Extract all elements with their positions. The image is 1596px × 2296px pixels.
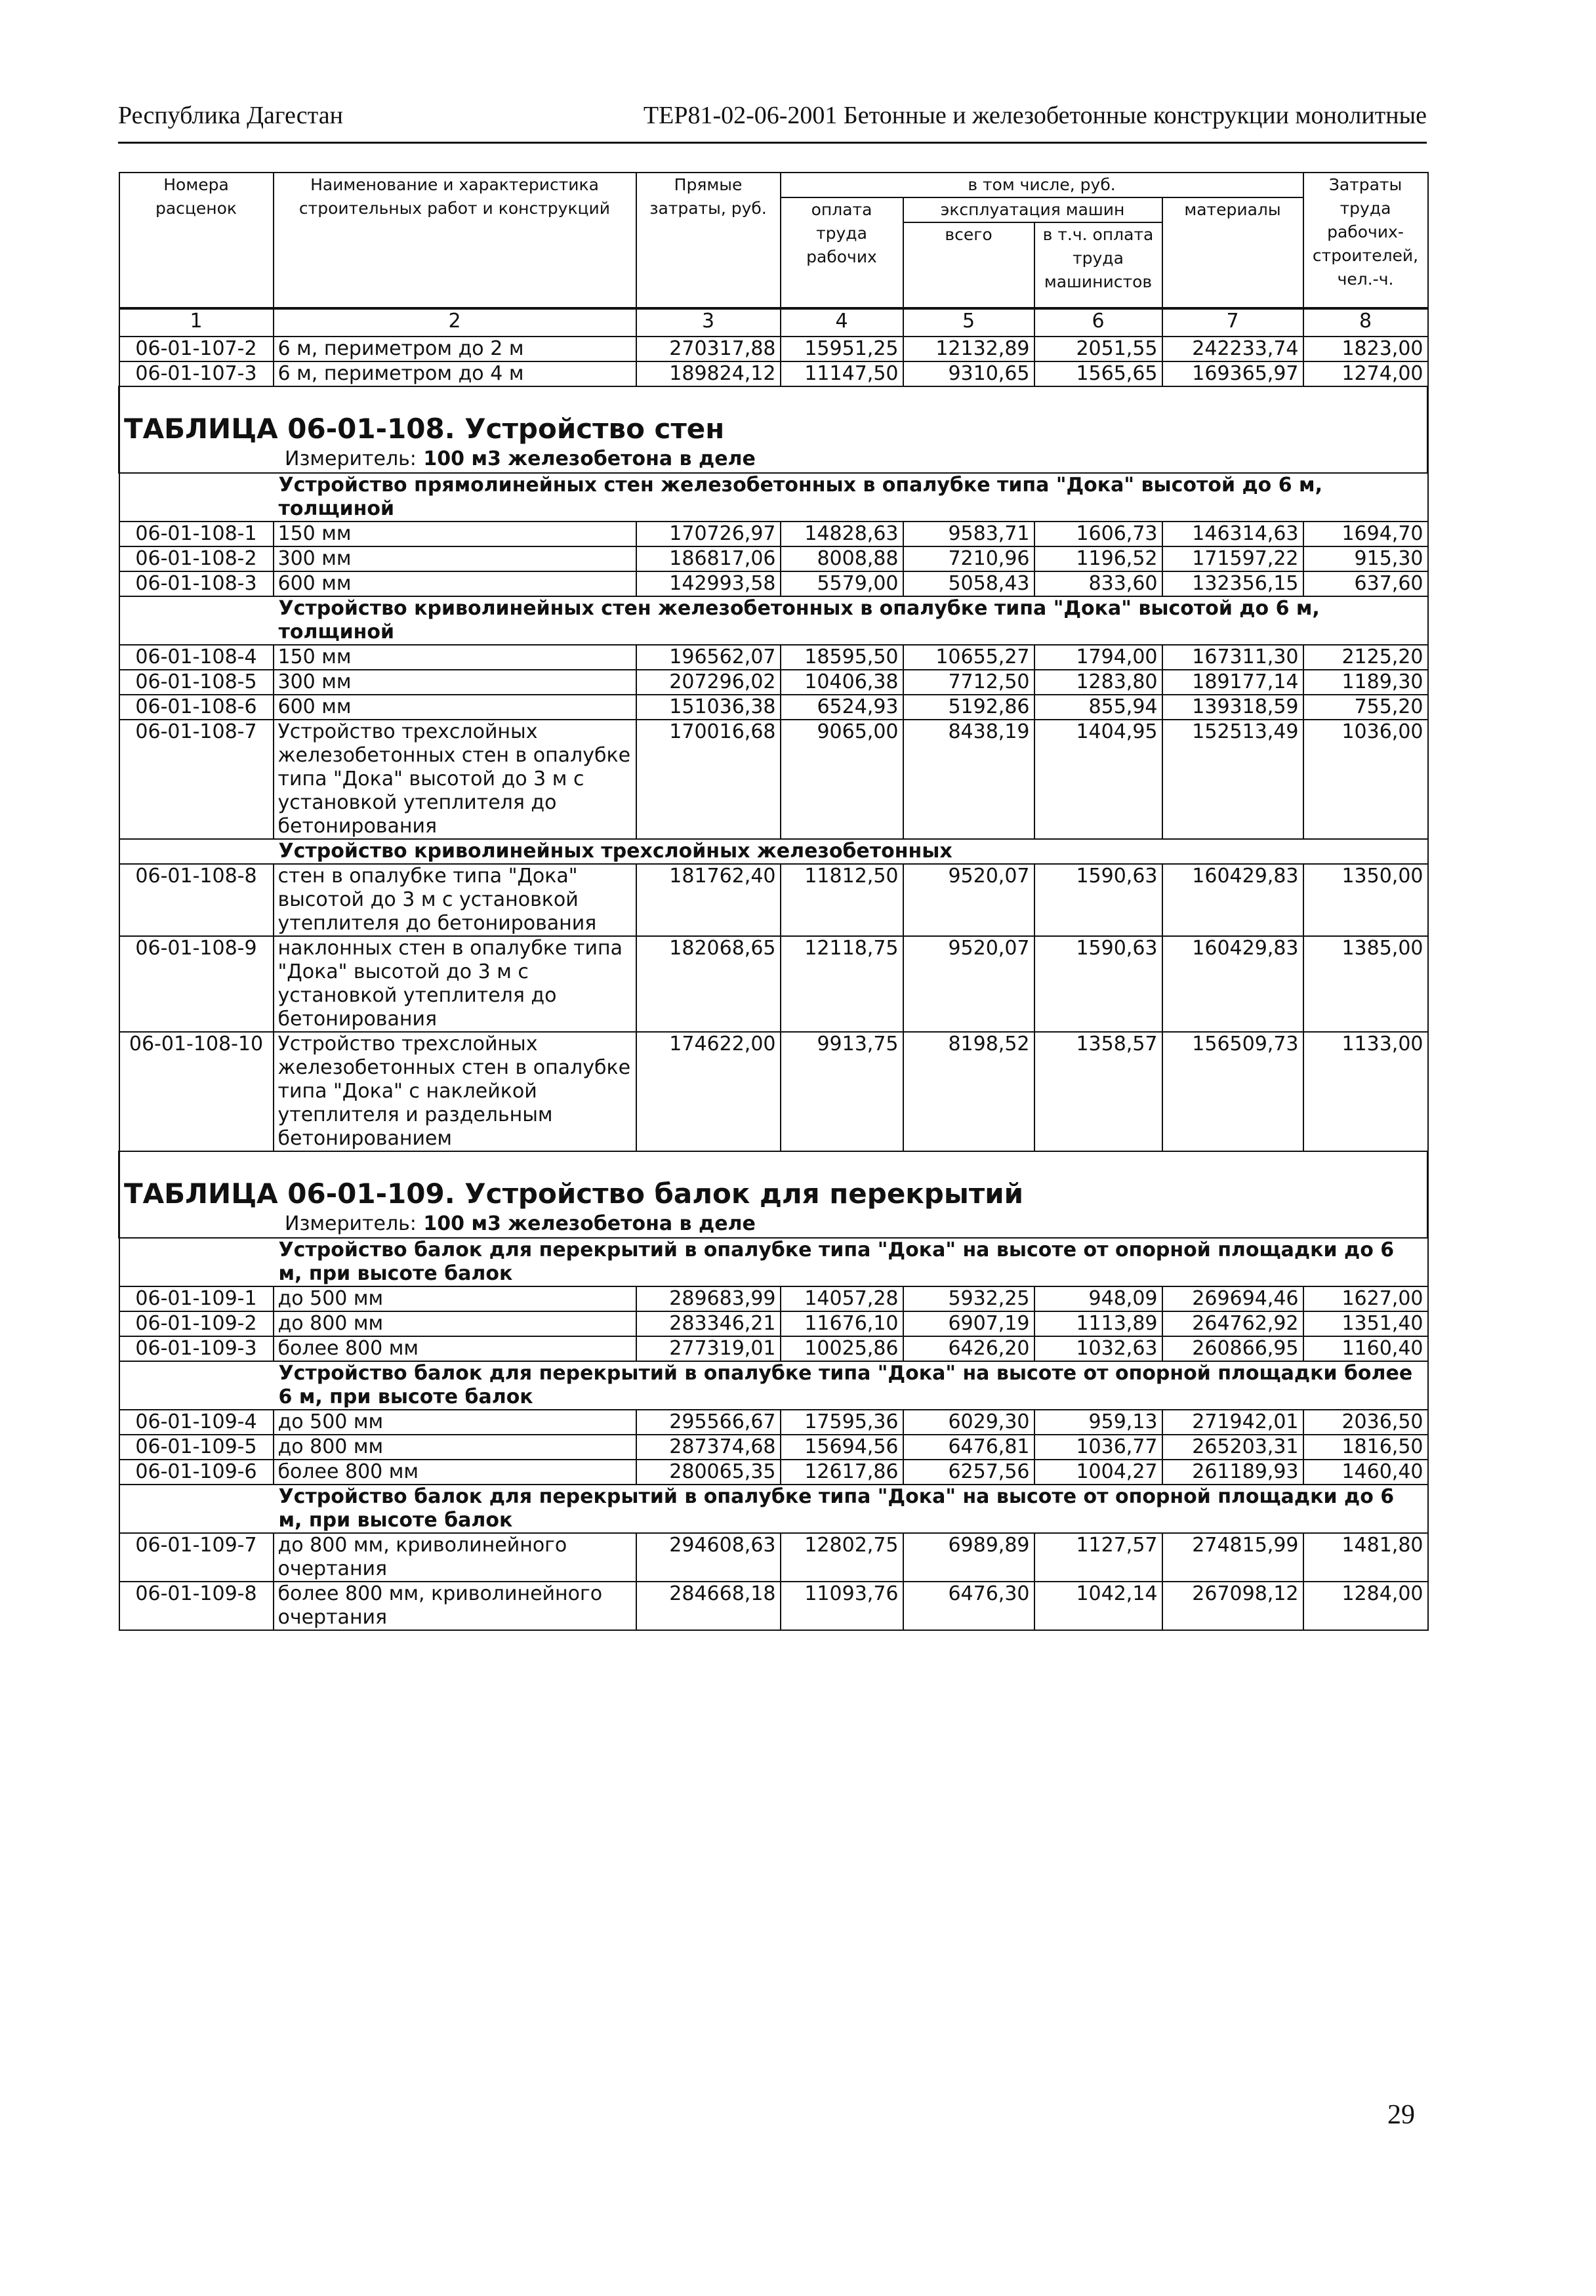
table-row	[119, 1582, 1428, 1630]
value-cell: 855,94	[1034, 695, 1162, 720]
table-row	[119, 1533, 1428, 1582]
col-header-materials: материалы	[1162, 197, 1303, 308]
table-title: ТАБЛИЦА 06-01-109. Устройство балок для перекрытий	[124, 1178, 1024, 1210]
work-description: 150 мм	[274, 522, 636, 546]
table-row	[119, 645, 1428, 670]
value-cell: 833,60	[1034, 571, 1162, 596]
value-cell: 1160,40	[1303, 1336, 1428, 1361]
table-meter	[124, 446, 1423, 472]
value-cell: 12617,86	[781, 1460, 903, 1485]
col-header-workhours: Затраты труда рабочих-строителей, чел.-ч.	[1303, 173, 1428, 308]
value-cell: 14057,28	[781, 1286, 903, 1311]
value-cell: 10406,38	[781, 670, 903, 695]
value-cell: 160429,83	[1162, 936, 1303, 1032]
value-cell: 271942,01	[1162, 1410, 1303, 1435]
value-cell: 1823,00	[1303, 337, 1428, 361]
document-body	[118, 172, 1427, 1631]
work-description: более 800 мм, криволинейного очертания	[274, 1582, 636, 1630]
value-cell: 289683,99	[636, 1286, 781, 1311]
value-cell: 6426,20	[903, 1336, 1034, 1361]
table-row	[119, 936, 1428, 1032]
rate-code: 06-01-108-4	[119, 645, 274, 670]
table-section-header	[119, 386, 1428, 473]
value-cell: 9310,65	[903, 361, 1034, 386]
rate-code: 06-01-109-5	[119, 1435, 274, 1460]
table-row	[119, 522, 1428, 546]
rate-code: 06-01-109-3	[119, 1336, 274, 1361]
table-title: ТАБЛИЦА 06-01-108. Устройство стен	[124, 413, 725, 445]
value-cell: 1358,57	[1034, 1032, 1162, 1151]
col-header-machines: эксплуатация машин	[903, 197, 1162, 222]
value-cell: 915,30	[1303, 546, 1428, 571]
value-cell: 270317,88	[636, 337, 781, 361]
column-number: 6	[1034, 308, 1162, 337]
table-row	[119, 695, 1428, 720]
value-cell: 182068,65	[636, 936, 781, 1032]
table-row	[119, 571, 1428, 596]
value-cell: 1565,65	[1034, 361, 1162, 386]
table-row	[119, 1286, 1428, 1311]
col-header-name: Наименование и характеристика строительных работ и конструкций	[274, 173, 636, 308]
col-header-incl: в том числе, руб.	[781, 173, 1303, 197]
value-cell: 6476,30	[903, 1582, 1034, 1630]
group-subtitle-row	[119, 839, 1428, 864]
value-cell: 2036,50	[1303, 1410, 1428, 1435]
col-header-direct: Прямые затраты, руб.	[636, 173, 781, 308]
group-subtitle-row	[119, 596, 1428, 645]
rate-code: 06-01-108-3	[119, 571, 274, 596]
table-row	[119, 1460, 1428, 1485]
work-description: стен в опалубке типа "Дока" высотой до 3 м с установкой утеплителя до бетонирования	[274, 864, 636, 936]
value-cell: 170726,97	[636, 522, 781, 546]
table-section-header	[119, 1151, 1428, 1238]
value-cell: 169365,97	[1162, 361, 1303, 386]
value-cell: 12802,75	[781, 1533, 903, 1582]
col-header-mach-wage: в т.ч. оплата труда машинистов	[1034, 222, 1162, 308]
value-cell: 7712,50	[903, 670, 1034, 695]
value-cell: 6029,30	[903, 1410, 1034, 1435]
work-description: 300 мм	[274, 546, 636, 571]
value-cell: 1036,00	[1303, 720, 1428, 839]
value-cell: 9065,00	[781, 720, 903, 839]
value-cell: 186817,06	[636, 546, 781, 571]
value-cell: 1133,00	[1303, 1032, 1428, 1151]
value-cell: 6476,81	[903, 1435, 1034, 1460]
value-cell: 1284,00	[1303, 1582, 1428, 1630]
column-number: 2	[274, 308, 636, 337]
work-description: 600 мм	[274, 571, 636, 596]
value-cell: 948,09	[1034, 1286, 1162, 1311]
value-cell: 156509,73	[1162, 1032, 1303, 1151]
work-description: Устройство трехслойных железобетонных стен в опалубке типа "Дока" высотой до 3 м с установкой утеплителя до бетонирования	[274, 720, 636, 839]
value-cell: 12118,75	[781, 936, 903, 1032]
value-cell: 280065,35	[636, 1460, 781, 1485]
value-cell: 9583,71	[903, 522, 1034, 546]
rate-code: 06-01-108-7	[119, 720, 274, 839]
table-row	[119, 1032, 1428, 1151]
value-cell: 196562,07	[636, 645, 781, 670]
value-cell: 6989,89	[903, 1533, 1034, 1582]
value-cell: 189824,12	[636, 361, 781, 386]
value-cell: 10025,86	[781, 1336, 903, 1361]
column-number: 8	[1303, 308, 1428, 337]
rate-code: 06-01-109-4	[119, 1410, 274, 1435]
meter-label: Измеритель:	[285, 447, 417, 470]
work-description: до 500 мм	[274, 1286, 636, 1311]
value-cell: 274815,99	[1162, 1533, 1303, 1582]
page-header	[118, 98, 1427, 144]
value-cell: 284668,18	[636, 1582, 781, 1630]
page-number: 29	[1387, 2100, 1415, 2130]
rate-code: 06-01-108-1	[119, 522, 274, 546]
value-cell: 265203,31	[1162, 1435, 1303, 1460]
group-subtitle-row	[119, 1485, 1428, 1533]
value-cell: 8438,19	[903, 720, 1034, 839]
value-cell: 1042,14	[1034, 1582, 1162, 1630]
value-cell: 1350,00	[1303, 864, 1428, 936]
rate-code: 06-01-109-7	[119, 1533, 274, 1582]
work-description: более 800 мм	[274, 1460, 636, 1485]
value-cell: 160429,83	[1162, 864, 1303, 936]
table-row	[119, 1311, 1428, 1336]
region-title: Республика Дагестан	[118, 102, 343, 129]
col-header-labor: оплата труда рабочих	[781, 197, 903, 308]
value-cell: 1036,77	[1034, 1435, 1162, 1460]
group-subtitle: Устройство балок для перекрытий в опалубке типа "Дока" на высоте от опорной площадки до 6 м, при высоте балок	[119, 1485, 1428, 1533]
value-cell: 15951,25	[781, 337, 903, 361]
value-cell: 264762,92	[1162, 1311, 1303, 1336]
value-cell: 755,20	[1303, 695, 1428, 720]
value-cell: 11093,76	[781, 1582, 903, 1630]
group-subtitle: Устройство криволинейных трехслойных железобетонных	[119, 839, 1428, 864]
value-cell: 261189,93	[1162, 1460, 1303, 1485]
rate-code: 06-01-107-3	[119, 361, 274, 386]
group-subtitle: Устройство балок для перекрытий в опалубке типа "Дока" на высоте от опорной площадки до 6 м, при высоте балок	[119, 1238, 1428, 1286]
value-cell: 7210,96	[903, 546, 1034, 571]
value-cell: 2125,20	[1303, 645, 1428, 670]
value-cell: 267098,12	[1162, 1582, 1303, 1630]
value-cell: 151036,38	[636, 695, 781, 720]
group-subtitle-row	[119, 473, 1428, 522]
table-row	[119, 1336, 1428, 1361]
value-cell: 1794,00	[1034, 645, 1162, 670]
value-cell: 283346,21	[636, 1311, 781, 1336]
value-cell: 1351,40	[1303, 1311, 1428, 1336]
value-cell: 959,13	[1034, 1410, 1162, 1435]
table-row	[119, 1410, 1428, 1435]
work-description: 600 мм	[274, 695, 636, 720]
value-cell: 1481,80	[1303, 1533, 1428, 1582]
meter-label: Измеритель:	[285, 1212, 417, 1235]
value-cell: 5579,00	[781, 571, 903, 596]
value-cell: 1404,95	[1034, 720, 1162, 839]
value-cell: 1283,80	[1034, 670, 1162, 695]
work-description: 6 м, периметром до 2 м	[274, 337, 636, 361]
work-description: 300 мм	[274, 670, 636, 695]
column-number: 4	[781, 308, 903, 337]
value-cell: 18595,50	[781, 645, 903, 670]
value-cell: 171597,22	[1162, 546, 1303, 571]
value-cell: 1590,63	[1034, 936, 1162, 1032]
rate-code: 06-01-107-2	[119, 337, 274, 361]
value-cell: 1385,00	[1303, 936, 1428, 1032]
rate-code: 06-01-109-8	[119, 1582, 274, 1630]
rate-code: 06-01-108-6	[119, 695, 274, 720]
value-cell: 6907,19	[903, 1311, 1034, 1336]
group-subtitle: Устройство балок для перекрытий в опалубке типа "Дока" на высоте от опорной площадки более 6 м, при высоте балок	[119, 1361, 1428, 1410]
col-header-mach-total: всего	[903, 222, 1034, 308]
value-cell: 1627,00	[1303, 1286, 1428, 1311]
value-cell: 1113,89	[1034, 1311, 1162, 1336]
rate-code: 06-01-109-6	[119, 1460, 274, 1485]
value-cell: 1032,63	[1034, 1336, 1162, 1361]
work-description: до 800 мм	[274, 1435, 636, 1460]
col-header-code: Номера расценок	[119, 173, 274, 308]
value-cell: 132356,15	[1162, 571, 1303, 596]
value-cell: 637,60	[1303, 571, 1428, 596]
value-cell: 11812,50	[781, 864, 903, 936]
value-cell: 139318,59	[1162, 695, 1303, 720]
value-cell: 287374,68	[636, 1435, 781, 1460]
work-description: Устройство трехслойных железобетонных стен в опалубке типа "Дока" с наклейкой утеплителя и раздельным бетонированием	[274, 1032, 636, 1151]
group-subtitle: Устройство криволинейных стен железобетонных в опалубке типа "Дока" высотой до 6 м, толщиной	[119, 596, 1428, 645]
table-row	[119, 720, 1428, 839]
value-cell: 6524,93	[781, 695, 903, 720]
rate-code: 06-01-108-9	[119, 936, 274, 1032]
value-cell: 1590,63	[1034, 864, 1162, 936]
work-description: более 800 мм	[274, 1336, 636, 1361]
table-row	[119, 864, 1428, 936]
value-cell: 10655,27	[903, 645, 1034, 670]
value-cell: 277319,01	[636, 1336, 781, 1361]
value-cell: 9520,07	[903, 936, 1034, 1032]
column-number: 7	[1162, 308, 1303, 337]
value-cell: 6257,56	[903, 1460, 1034, 1485]
rate-code: 06-01-108-8	[119, 864, 274, 936]
value-cell: 170016,68	[636, 720, 781, 839]
meter-value: 100 м3 железобетона в деле	[423, 1212, 756, 1235]
meter-value: 100 м3 железобетона в деле	[423, 447, 756, 470]
value-cell: 12132,89	[903, 337, 1034, 361]
table-row	[119, 361, 1428, 386]
work-description: наклонных стен в опалубке типа "Дока" высотой до 3 м с установкой утеплителя до бетонирования	[274, 936, 636, 1032]
value-cell: 242233,74	[1162, 337, 1303, 361]
value-cell: 295566,67	[636, 1410, 781, 1435]
value-cell: 260866,95	[1162, 1336, 1303, 1361]
table-row	[119, 337, 1428, 361]
value-cell: 9520,07	[903, 864, 1034, 936]
value-cell: 1816,50	[1303, 1435, 1428, 1460]
value-cell: 8008,88	[781, 546, 903, 571]
value-cell: 1694,70	[1303, 522, 1428, 546]
value-cell: 9913,75	[781, 1032, 903, 1151]
value-cell: 181762,40	[636, 864, 781, 936]
value-cell: 1004,27	[1034, 1460, 1162, 1485]
group-subtitle-row	[119, 1238, 1428, 1286]
value-cell: 294608,63	[636, 1533, 781, 1582]
value-cell: 167311,30	[1162, 645, 1303, 670]
column-number: 3	[636, 308, 781, 337]
work-description: до 800 мм, криволинейного очертания	[274, 1533, 636, 1582]
value-cell: 14828,63	[781, 522, 903, 546]
value-cell: 152513,49	[1162, 720, 1303, 839]
value-cell: 5058,43	[903, 571, 1034, 596]
table-meter	[124, 1211, 1423, 1237]
rate-code: 06-01-108-2	[119, 546, 274, 571]
value-cell: 11147,50	[781, 361, 903, 386]
price-table	[118, 172, 1429, 1631]
document-title: ТЕР81-02-06-2001 Бетонные и железобетонные конструкции монолитные	[643, 102, 1427, 129]
value-cell: 2051,55	[1034, 337, 1162, 361]
value-cell: 146314,63	[1162, 522, 1303, 546]
value-cell: 1189,30	[1303, 670, 1428, 695]
value-cell: 1606,73	[1034, 522, 1162, 546]
work-description: до 800 мм	[274, 1311, 636, 1336]
column-numbers-row	[119, 308, 1428, 337]
table-row	[119, 546, 1428, 571]
work-description: 150 мм	[274, 645, 636, 670]
value-cell: 1127,57	[1034, 1533, 1162, 1582]
value-cell: 15694,56	[781, 1435, 903, 1460]
value-cell: 1274,00	[1303, 361, 1428, 386]
rate-code: 06-01-108-10	[119, 1032, 274, 1151]
value-cell: 1196,52	[1034, 546, 1162, 571]
work-description: 6 м, периметром до 4 м	[274, 361, 636, 386]
group-subtitle-row	[119, 1361, 1428, 1410]
value-cell: 1460,40	[1303, 1460, 1428, 1485]
value-cell: 5192,86	[903, 695, 1034, 720]
value-cell: 142993,58	[636, 571, 781, 596]
value-cell: 189177,14	[1162, 670, 1303, 695]
value-cell: 207296,02	[636, 670, 781, 695]
value-cell: 11676,10	[781, 1311, 903, 1336]
rate-code: 06-01-109-2	[119, 1311, 274, 1336]
value-cell: 174622,00	[636, 1032, 781, 1151]
column-number: 5	[903, 308, 1034, 337]
group-subtitle: Устройство прямолинейных стен железобетонных в опалубке типа "Дока" высотой до 6 м, толщиной	[119, 473, 1428, 522]
value-cell: 17595,36	[781, 1410, 903, 1435]
table-row	[119, 1435, 1428, 1460]
column-number: 1	[119, 308, 274, 337]
work-description: до 500 мм	[274, 1410, 636, 1435]
table-row	[119, 670, 1428, 695]
value-cell: 5932,25	[903, 1286, 1034, 1311]
value-cell: 269694,46	[1162, 1286, 1303, 1311]
value-cell: 8198,52	[903, 1032, 1034, 1151]
rate-code: 06-01-109-1	[119, 1286, 274, 1311]
rate-code: 06-01-108-5	[119, 670, 274, 695]
